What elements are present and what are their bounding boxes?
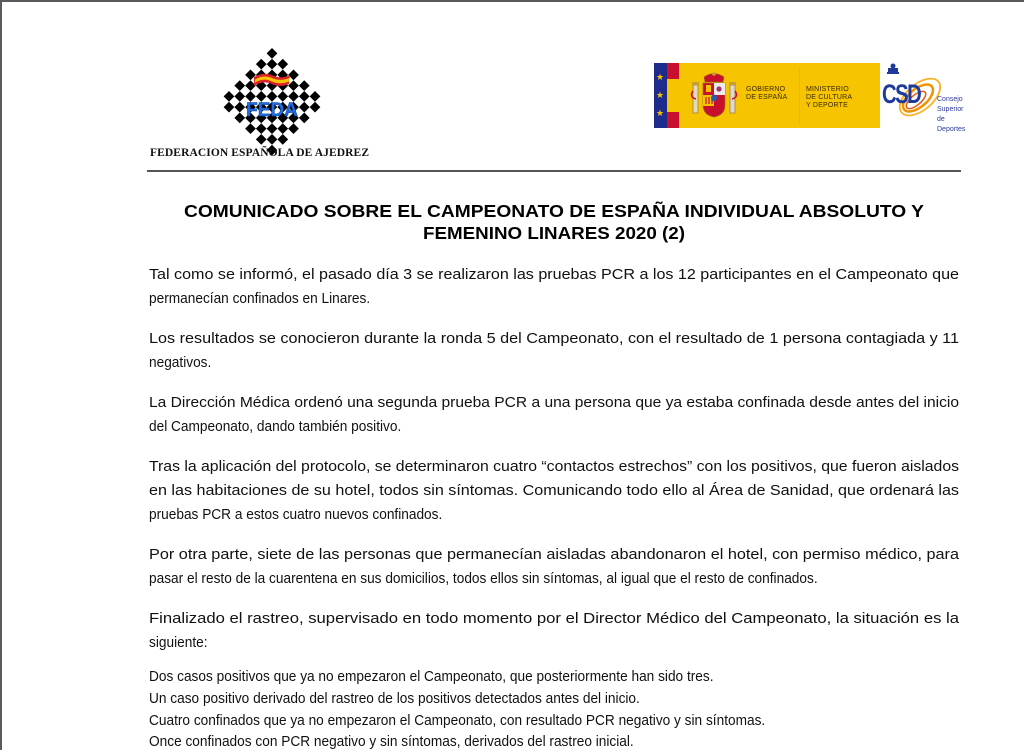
line-text: negativos. xyxy=(149,354,212,371)
chessboard-square xyxy=(288,80,299,91)
paragraph-line xyxy=(149,417,959,437)
line-text: pruebas PCR a estos cuatro nuevos confinados. xyxy=(149,506,443,523)
line-text: Un caso positivo derivado del rastreo de los positivos detectados antes del inicio. xyxy=(149,690,640,707)
chessboard-square xyxy=(310,91,321,102)
chessboard-square xyxy=(288,123,299,134)
star-icon: ★ xyxy=(656,90,665,100)
star-icon: ★ xyxy=(656,108,665,118)
ministry-label: MINISTERIO DE CULTURA Y DEPORTE xyxy=(806,86,853,109)
chessboard-square xyxy=(310,102,321,113)
organization-name: FEDERACION ESPAÑOLA DE AJEDREZ xyxy=(150,147,370,159)
chessboard-square xyxy=(234,80,245,91)
paragraph-line xyxy=(149,505,959,525)
chessboard-square xyxy=(256,59,267,70)
chessboard-square xyxy=(277,134,288,145)
line-text: Dos casos positivos que ya no empezaron el Campeonato, que posteriormente han sido tres. xyxy=(149,668,714,685)
government-label: GOBIERNO DE ESPAÑA xyxy=(746,86,788,101)
feda-logo-text: FEDA xyxy=(246,100,298,121)
title-line: COMUNICADO SOBRE EL CAMPEONATO DE ESPAÑA INDIVIDUAL ABSOLUTO Y xyxy=(183,201,924,221)
chessboard-square xyxy=(234,102,245,113)
paragraph-line xyxy=(149,569,959,589)
chessboard-square xyxy=(224,102,235,113)
line-text: del Campeonato, dando también positivo. xyxy=(149,418,402,435)
line-text: Tal como se informó, el pasado día 3 se realizaron las pruebas PCR a los 12 participantes en el Campeonato que xyxy=(149,266,959,283)
paragraph-line xyxy=(149,609,959,629)
line-text: Finalizado el rastreo, supervisado en todo momento por el Director Médico del Campeonato, la situación es la xyxy=(149,610,959,627)
csd-acronym: CSD xyxy=(882,79,921,109)
chessboard-square xyxy=(299,80,310,91)
csd-logo xyxy=(880,60,972,133)
chessboard-square xyxy=(224,91,235,102)
line-text: Los resultados se conocieron durante la ronda 5 del Campeonato, con el resultado de 1 persona contagiada y 11 xyxy=(149,330,959,347)
paragraph-line xyxy=(149,265,959,285)
feda-chess-logo xyxy=(216,46,328,158)
paragraph-line xyxy=(149,457,959,477)
paragraph-line xyxy=(149,633,959,653)
title-line: FEMENINO LINARES 2020 (2) xyxy=(422,223,685,243)
paragraph-line xyxy=(149,289,959,309)
chessboard-square xyxy=(299,112,310,123)
chessboard-square xyxy=(234,112,245,123)
chessboard-square xyxy=(299,102,310,113)
situation-list-item xyxy=(149,689,959,709)
situation-list-item xyxy=(149,711,959,731)
line-text: permanecían confinados en Linares. xyxy=(149,290,371,307)
chessboard-square xyxy=(267,123,278,134)
chessboard-square xyxy=(267,48,278,59)
spain-flag-yellow xyxy=(667,79,679,112)
chessboard-square xyxy=(277,123,288,134)
document-title xyxy=(149,200,959,244)
line-text: en las habitaciones de su hotel, todos sin síntomas. Comunicando todo ello al Área de Sanidad, que ordenará las xyxy=(149,482,960,499)
paragraph-line xyxy=(149,393,959,413)
line-text: Cuatro confinados que ya no empezaron el Campeonato, con resultado PCR negativo y sin síntomas. xyxy=(149,712,766,729)
paragraph-line xyxy=(149,545,959,565)
government-logo xyxy=(654,63,880,128)
line-text: Por otra parte, siete de las personas que permanecían aisladas abandonaron el hotel, con permiso médico, para xyxy=(149,546,960,563)
line-text: Tras la aplicación del protocolo, se determinaron cuatro “contactos estrechos” con los positivos, que fueron aislados xyxy=(149,458,959,475)
chessboard-square xyxy=(256,123,267,134)
line-text: siguiente: xyxy=(149,634,208,651)
chessboard-square xyxy=(299,91,310,102)
line-text: La Dirección Médica ordenó una segunda prueba PCR a una persona que ya estaba confinada desde antes del inicio xyxy=(149,394,959,411)
paragraph-line xyxy=(149,329,959,349)
chessboard-square xyxy=(245,123,256,134)
star-icon: ★ xyxy=(656,72,665,82)
chessboard-square xyxy=(234,91,245,102)
chessboard-square xyxy=(288,69,299,80)
situation-list-item xyxy=(149,732,959,752)
situation-list-item xyxy=(149,667,959,687)
chessboard-square xyxy=(267,134,278,145)
paragraph-line xyxy=(149,481,959,501)
line-text: pasar el resto de la cuarentena en sus domicilios, todos ellos sin síntomas, al igual que el resto de confinados. xyxy=(149,570,818,587)
header-divider xyxy=(147,170,961,172)
csd-name: Consejo Superior de Deportes xyxy=(937,96,966,133)
chessboard-square xyxy=(256,134,267,145)
paragraph-line xyxy=(149,353,959,373)
chessboard-square xyxy=(267,59,278,70)
line-text: Once confinados con PCR negativo y sin síntomas, derivados del rastreo inicial. xyxy=(149,733,634,750)
chessboard-square xyxy=(277,59,288,70)
coat-of-arms-icon xyxy=(690,71,738,121)
logo-divider xyxy=(799,67,800,124)
